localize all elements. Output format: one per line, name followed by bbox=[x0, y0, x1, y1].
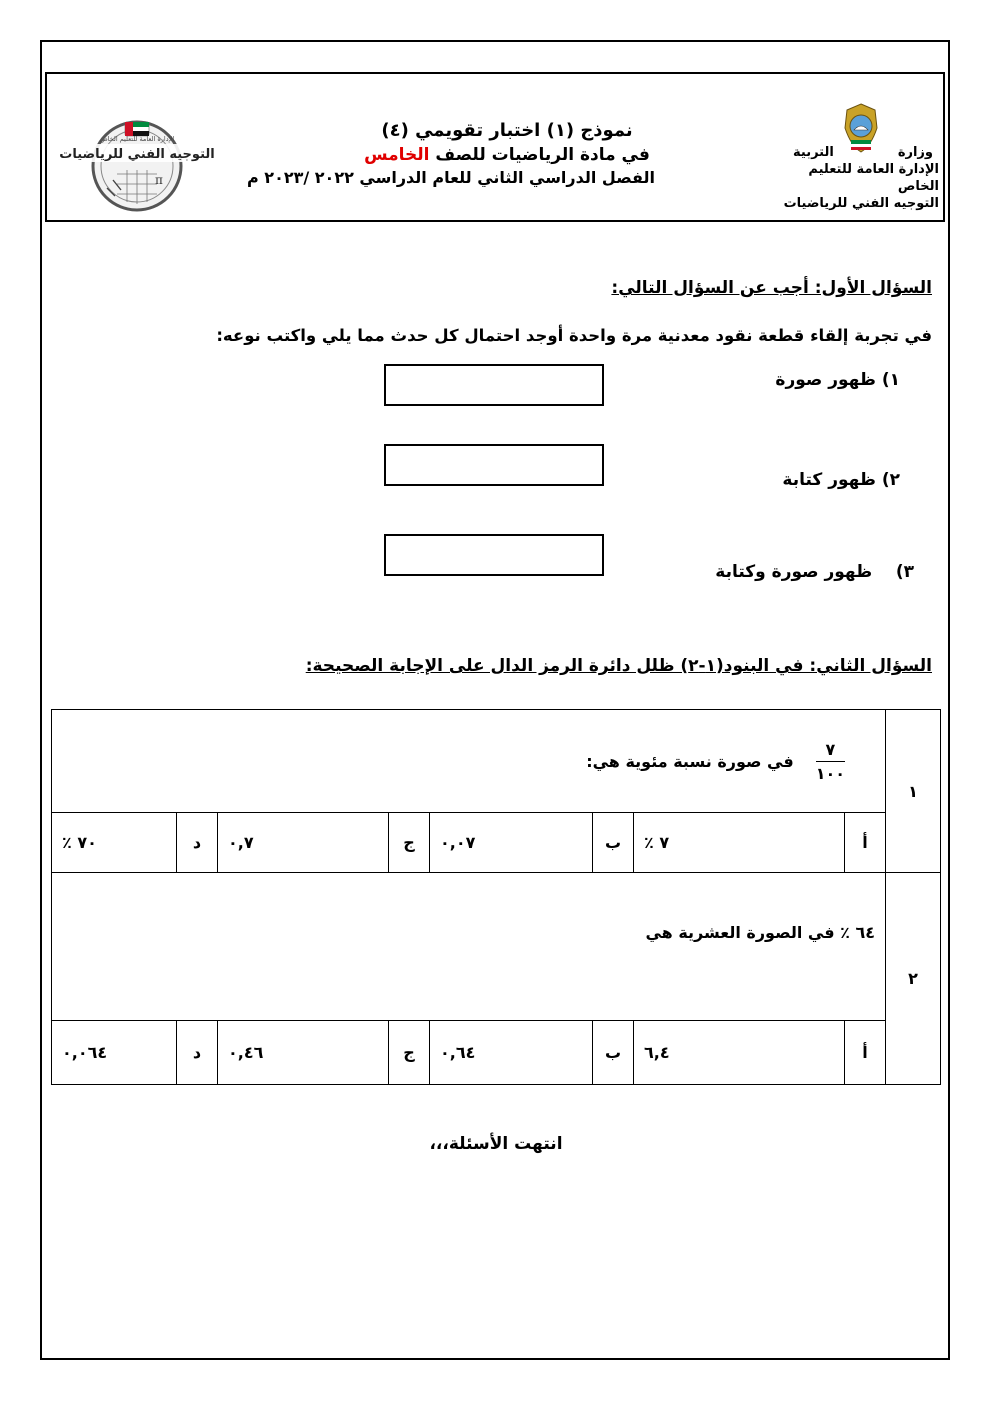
q1-answer-box-1[interactable] bbox=[384, 364, 604, 406]
q1-answer-box-2[interactable] bbox=[384, 444, 604, 486]
q2-item-1-stem-row bbox=[52, 710, 941, 813]
option-letter-c[interactable]: ج bbox=[389, 813, 430, 873]
option-d[interactable]: ٠,٠٦٤ bbox=[52, 1021, 177, 1085]
item-number: ٢ bbox=[886, 873, 941, 1085]
page-border bbox=[40, 40, 950, 1360]
exam-subject: في مادة الرياضيات للصف الخامس bbox=[364, 145, 650, 165]
q2-item-2-options-row bbox=[52, 1021, 941, 1085]
q1-heading: السؤال الأول: أجب عن السؤال التالي: bbox=[611, 278, 932, 298]
logo-main-text: التوجيه الفني للرياضيات bbox=[59, 147, 215, 162]
exam-title: نموذج (١) اختبار تقويمي (٤) bbox=[381, 120, 633, 141]
option-c[interactable]: ٠,٧ bbox=[218, 813, 389, 873]
q1-item-2: ٢) ظهور كتابة bbox=[782, 470, 900, 490]
option-letter-b[interactable]: ب bbox=[593, 1021, 634, 1085]
option-b[interactable]: ٠,٦٤ bbox=[430, 1021, 593, 1085]
education-word: التربية bbox=[793, 145, 834, 160]
q1-item-1: ١) ظهور صورة bbox=[775, 370, 900, 390]
math-supervision-logo bbox=[59, 114, 215, 214]
private-education-dept: الإدارة العامة للتعليم الخاص bbox=[808, 162, 939, 194]
fraction: $\frac{٧}{١٠٠}$ bbox=[815, 739, 845, 783]
protractor-logo-icon bbox=[59, 114, 215, 214]
item-1-stem-text: في صورة نسبة مئوية هي: bbox=[586, 751, 794, 771]
q2-item-1-options-row bbox=[52, 813, 941, 873]
q2-heading: السؤال الثاني: في البنود(١-٢) ظلل دائرة الرمز الدال على الإجابة الصحيحة: bbox=[305, 656, 932, 676]
grade-name: الخامس bbox=[364, 145, 430, 165]
option-b[interactable]: ٠,٠٧ bbox=[430, 813, 593, 873]
q1-item-3: ٣) ظهور صورة وكتابة bbox=[715, 562, 914, 582]
option-letter-d[interactable]: د bbox=[177, 1021, 218, 1085]
end-of-questions: انتهت الأسئلة،،، bbox=[429, 1134, 563, 1154]
header-box bbox=[45, 72, 945, 222]
option-c[interactable]: ٠,٤٦ bbox=[218, 1021, 389, 1085]
logo-top-text: الإدارة العامة للتعليم الخاص bbox=[99, 135, 175, 143]
option-letter-a[interactable]: أ bbox=[845, 813, 886, 873]
item-number: ١ bbox=[886, 710, 941, 873]
option-letter-d[interactable]: د bbox=[177, 813, 218, 873]
mcq-table bbox=[51, 709, 941, 1085]
option-d[interactable]: ٧٠ ٪ bbox=[52, 813, 177, 873]
option-a[interactable]: ٧ ٪ bbox=[634, 813, 845, 873]
item-2-stem: ٦٤ ٪ في الصورة العشرية هي bbox=[52, 873, 886, 1021]
exam-term: الفصل الدراسي الثاني للعام الدراسي ٢٠٢٢ /٢٠٢٣ م bbox=[247, 168, 655, 187]
q1-answer-box-3[interactable] bbox=[384, 534, 604, 576]
q2-item-2-stem-row bbox=[52, 873, 941, 1021]
pi-symbol: π bbox=[155, 173, 163, 187]
exam-titles bbox=[247, 118, 687, 190]
q1-intro: في تجربة إلقاء قطعة نقود معدنية مرة واحدة أوجد احتمال كل حدث مما يلي واكتب نوعه: bbox=[216, 326, 932, 345]
option-letter-b[interactable]: ب bbox=[593, 813, 634, 873]
math-supervision: التوجيه الفني للرياضيات bbox=[783, 196, 939, 211]
option-a[interactable]: ٦,٤ bbox=[634, 1021, 845, 1085]
option-letter-a[interactable]: أ bbox=[845, 1021, 886, 1085]
ministry-block bbox=[769, 144, 939, 212]
ministry-word: وزارة bbox=[897, 145, 933, 160]
item-1-stem bbox=[52, 710, 886, 813]
option-letter-c[interactable]: ج bbox=[389, 1021, 430, 1085]
